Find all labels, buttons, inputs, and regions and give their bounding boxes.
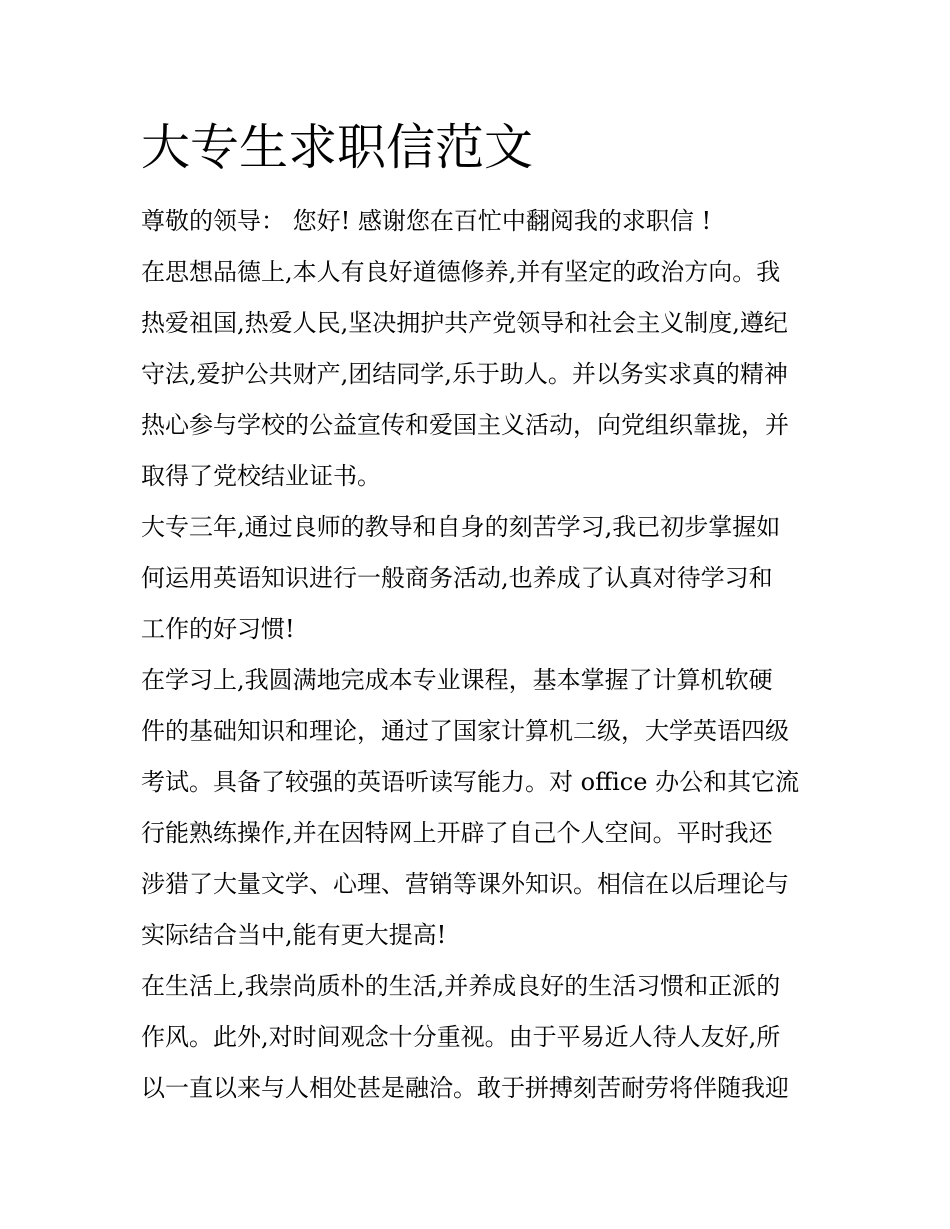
- paragraph-line: 在生活上,我崇尚质朴的生活,并养成良好的生活习惯和正派的: [141, 972, 781, 1000]
- paragraph-line: 以一直以来与人相处甚是融洽。敢于拼搏刻苦耐劳将伴随我迎: [141, 1074, 789, 1102]
- paragraph-moral-character: [141, 247, 813, 502]
- paragraph-line: 工作的好习惯!: [141, 615, 295, 643]
- paragraph-line: 守法,爱护公共财产,团结同学,乐于助人。并以务实求真的精神: [141, 360, 788, 388]
- paragraph-line: 热心参与学校的公益宣传和爱国主义活动，向党组织靠拢，并: [141, 411, 789, 439]
- paragraph-life-style: [141, 961, 813, 1114]
- paragraph-line: 件的基础知识和理论，通过了国家计算机二级，大学英语四级: [141, 717, 789, 745]
- document-content: [141, 118, 813, 1114]
- paragraph-line: 涉猎了大量文学、心理、营销等课外知识。相信在以后理论与: [141, 870, 789, 898]
- document-title: 大专生求职信范文: [141, 119, 534, 176]
- paragraph-line: 热爱祖国,热爱人民,坚决拥护共产党领导和社会主义制度,遵纪: [141, 309, 788, 337]
- paragraph-line: 实际结合当中,能有更大提高!: [141, 921, 447, 949]
- paragraph-line: 何运用英语知识进行一般商务活动,也养成了认真对待学习和: [141, 564, 773, 592]
- salutation-line: 尊敬的领导： 您好! 感谢您在百忙中翻阅我的求职信 !: [141, 207, 712, 235]
- paragraph-line: 考试。具备了较强的英语听读写能力。对 office 办公和其它流: [141, 768, 800, 796]
- paragraph-line: 取得了党校结业证书。: [141, 462, 381, 490]
- paragraph-college-study: [141, 502, 813, 655]
- paragraph-academic-skills: [141, 655, 813, 961]
- paragraph-line: 在学习上,我圆满地完成本专业课程，基本掌握了计算机软硬: [141, 666, 773, 694]
- paragraph-line: 大专三年,通过良师的教导和自身的刻苦学习,我已初步掌握如: [141, 513, 781, 541]
- paragraph-line: 行能熟练操作,并在因特网上开辟了自己个人空间。平时我还: [141, 819, 773, 847]
- paragraph-line: 在思想品德上,本人有良好道德修养,并有坚定的政治方向。我: [141, 258, 781, 286]
- paragraph-line: 作风。此外,对时间观念十分重视。由于平易近人待人友好,所: [141, 1023, 781, 1051]
